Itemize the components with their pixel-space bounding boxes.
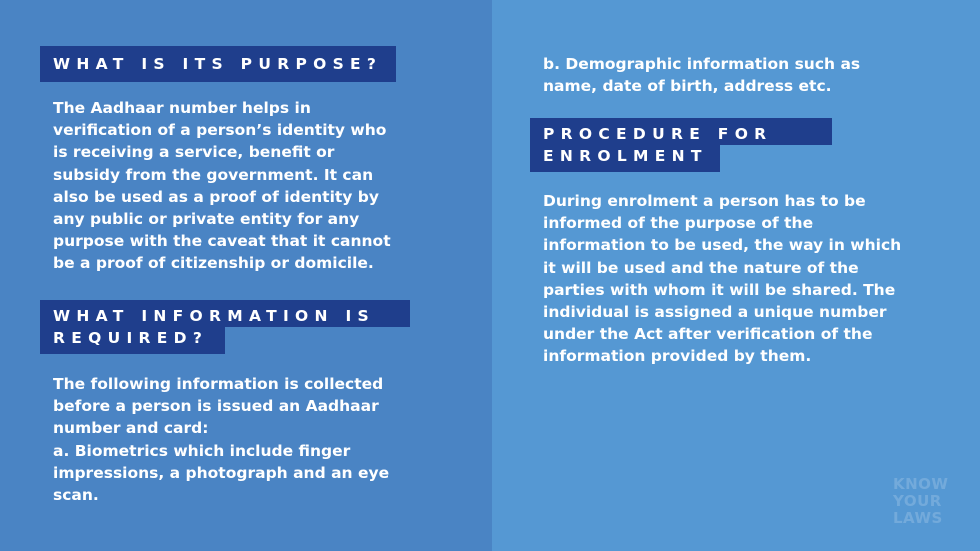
demographic-paragraph: b. Demographic information such as name, date of birth, address etc. <box>543 55 861 96</box>
purpose-heading <box>40 46 396 82</box>
info-heading-line-2: REQUIRED? <box>40 327 225 354</box>
know-your-laws-logo: KNOW YOUR LAWS <box>893 475 949 527</box>
procedure-heading-line-2: ENROLMENT <box>530 145 720 172</box>
info-heading <box>40 300 410 354</box>
info-heading-line-1: WHAT INFORMATION IS <box>40 300 410 327</box>
procedure-heading-line-1: PROCEDURE FOR <box>530 118 832 145</box>
purpose-paragraph: The Aadhaar number helps in verification of a person’s identity who is receiving a service, benefit or subsidy from the government. It can also be used as a proof of identity by any public or private entity for any purpose with the caveat that it cannot be a proof of citizenship or domicile. <box>53 99 391 273</box>
procedure-paragraph: During enrolment a person has to be informed of the purpose of the information to be used, the way in which it will be used and the nature of the parties with whom it will be shared. The individual is assigned a unique number under the Act after verification of the information provided by them. <box>543 192 902 366</box>
info-paragraph: The following information is collected before a person is issued an Aadhaar number and card: a. Biometrics which include finger impressions, a photograph and an eye scan. <box>53 375 390 505</box>
procedure-heading <box>530 118 832 172</box>
purpose-heading-text: WHAT IS ITS PURPOSE? <box>40 46 396 82</box>
